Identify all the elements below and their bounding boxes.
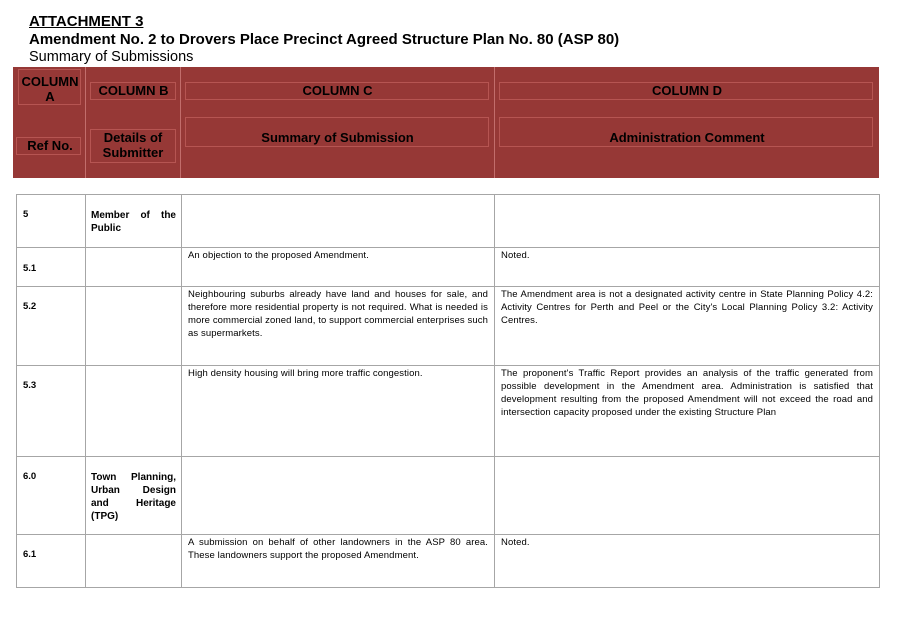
ref-cell: 5.1 [17, 248, 86, 287]
table-row [17, 366, 880, 457]
column-c-header: COLUMN C [302, 82, 373, 98]
comment-cell [495, 457, 880, 535]
ref-cell: 5.2 [17, 287, 86, 366]
document-title: Amendment No. 2 to Drovers Place Precinct Agreed Structure Plan No. 80 (ASP 80) [29, 31, 620, 48]
table-row [17, 248, 880, 287]
summary-cell: Neighbouring suburbs already have land and houses for sale, and therefore more residential property is not required. What is needed is more commercial zoned land, to support commercial enterprises such as supermarkets. [182, 287, 495, 366]
comment-cell: The Amendment area is not a designated activity centre in State Planning Policy 4.2: Activity Centres for Perth and Peel or the City's Local Planning Policy 3.2: Activity Centres. [495, 287, 880, 366]
summary-cell: High density housing will bring more traffic congestion. [182, 366, 495, 457]
ref-no-label: Ref No. [27, 137, 73, 153]
table-row [17, 535, 880, 588]
submitter-cell: Town Planning, Urban Design and Heritage (TPG) [86, 457, 182, 535]
submitter-cell [86, 366, 182, 457]
ref-cell: 5.3 [17, 366, 86, 457]
summary-label: Summary of Submission [261, 129, 414, 145]
summary-cell [182, 195, 495, 248]
summary-cell: An objection to the proposed Amendment. [182, 248, 495, 287]
comment-cell: The proponent's Traffic Report provides an analysis of the traffic generated from possible development in the Amendment area. Administration is satisfied that development resulting from the proposed Amendment will not exceed the road and intersection capacity proposed under the existing Structure Plan [495, 366, 880, 457]
summary-cell [182, 457, 495, 535]
table-row [17, 287, 880, 366]
column-d-header: COLUMN D [651, 82, 723, 98]
comment-cell: Noted. [495, 248, 880, 287]
admin-comment-label: Administration Comment [609, 129, 765, 145]
table-row [17, 195, 880, 248]
table-row [17, 457, 880, 535]
attachment-label: ATTACHMENT 3 [29, 13, 144, 30]
column-header-band [13, 67, 879, 178]
submitter-cell [86, 535, 182, 588]
comment-cell [495, 195, 880, 248]
submitter-details-label: Details of Submitter [102, 130, 164, 160]
submitter-cell [86, 248, 182, 287]
column-a-header: COLUMN A [21, 74, 79, 104]
comment-cell: Noted. [495, 535, 880, 588]
column-b-header: COLUMN B [98, 82, 169, 98]
submitter-cell [86, 287, 182, 366]
ref-cell: 6.0 [17, 457, 86, 535]
document-subtitle: Summary of Submissions [29, 49, 194, 65]
ref-cell: 6.1 [17, 535, 86, 588]
summary-cell: A submission on behalf of other landowners in the ASP 80 area. These landowners support the proposed Amendment. [182, 535, 495, 588]
ref-cell: 5 [17, 195, 86, 248]
submissions-table [16, 194, 880, 588]
submitter-cell: Member of the Public [86, 195, 182, 248]
